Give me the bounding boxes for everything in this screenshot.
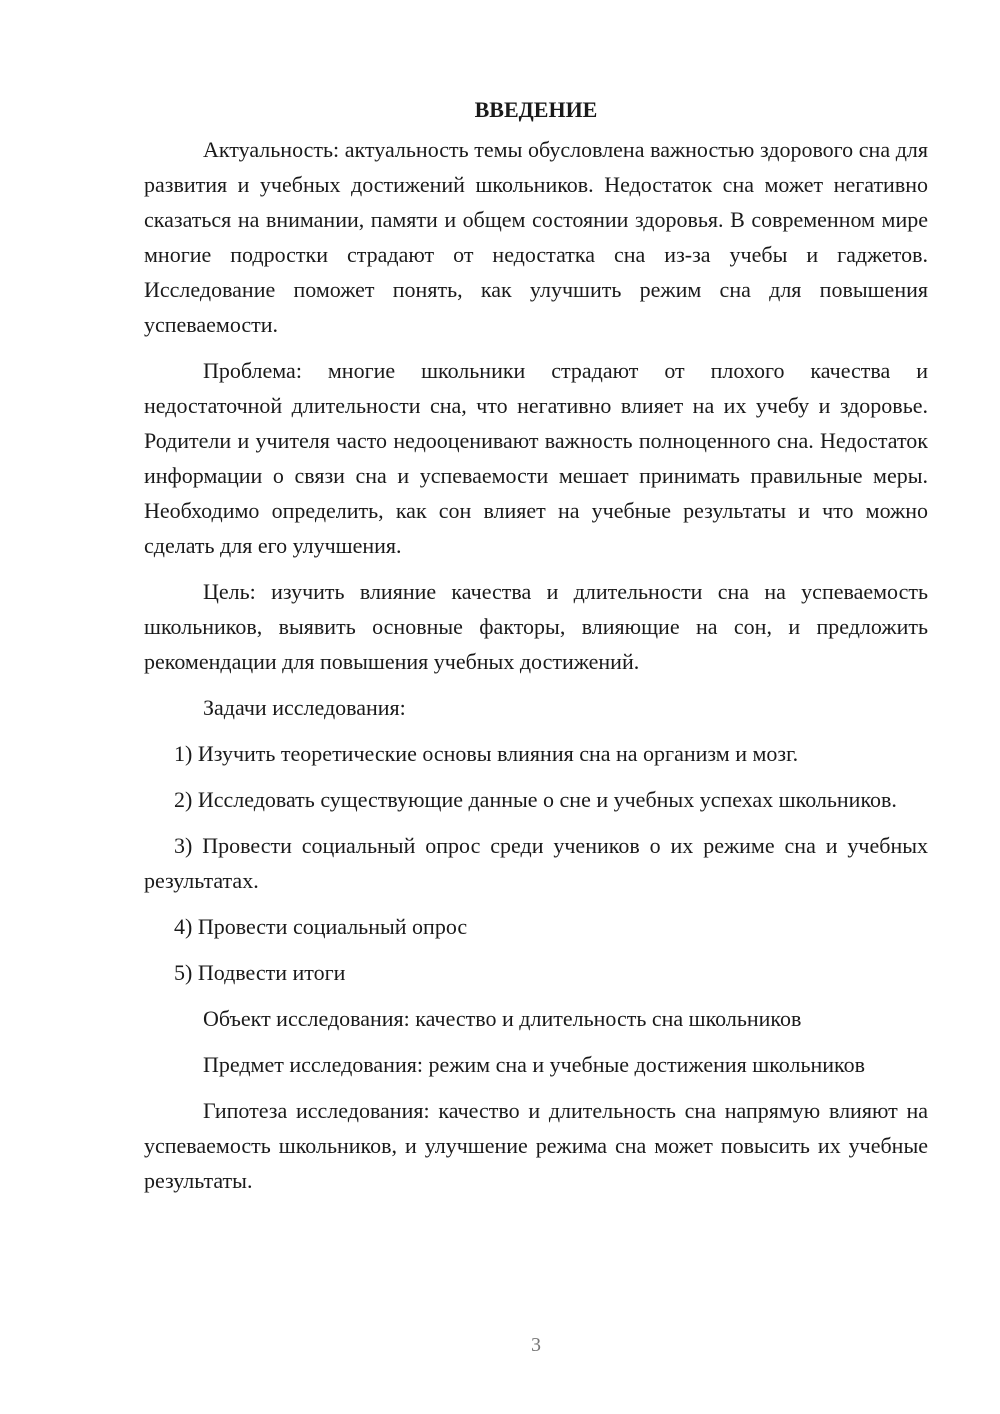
goal-paragraph: Цель: изучить влияние качества и длительности сна на успеваемость школьников, выявить основные факторы, влияющие на сон, и предложить рекомендации для повышения учебных достижений. bbox=[144, 579, 928, 674]
task-item-2: 2) Исследовать существующие данные о сне и учебных успехах школьников. bbox=[174, 787, 897, 812]
object-paragraph: Объект исследования: качество и длительность сна школьников bbox=[203, 1006, 802, 1031]
task-item-3: 3) Провести социальный опрос среди учеников о их режиме сна и учебных результатах. bbox=[144, 833, 928, 893]
page-number: 3 bbox=[531, 1334, 541, 1356]
tasks-list bbox=[144, 736, 928, 990]
hypothesis-paragraph: Гипотеза исследования: качество и длительность сна напрямую влияют на успеваемость школьников, и улучшение режима сна может повысить их учебные результаты. bbox=[144, 1098, 928, 1193]
tasks-heading: Задачи исследования: bbox=[203, 695, 406, 720]
task-item-1: 1) Изучить теоретические основы влияния сна на организм и мозг. bbox=[174, 741, 799, 766]
page-title: ВВЕДЕНИЕ bbox=[474, 97, 598, 122]
document-page bbox=[144, 90, 928, 1209]
relevance-paragraph: Актуальность: актуальность темы обусловлена важностью здорового сна для развития и учебных достижений школьников. Недостаток сна может негативно сказаться на внимании, памяти и общем состоянии здоровья. В современном мире многие подростки страдают от недостатка сна из-за учебы и гаджетов. Исследование поможет понять, как улучшить режим сна для повышения успеваемости. bbox=[144, 137, 928, 337]
task-item-4: 4) Провести социальный опрос bbox=[174, 914, 468, 939]
problem-paragraph: Проблема: многие школьники страдают от плохого качества и недостаточной длительности сна, что негативно влияет на их учебу и здоровье. Родители и учителя часто недооценивают важность полноценного сна. Недостаток информации о связи сна и успеваемости мешает принимать правильные меры. Необходимо определить, как сон влияет на учебные результаты и что можно сделать для его улучшения. bbox=[144, 358, 928, 558]
task-item-5: 5) Подвести итоги bbox=[174, 960, 346, 985]
subject-paragraph: Предмет исследования: режим сна и учебные достижения школьников bbox=[203, 1052, 865, 1077]
